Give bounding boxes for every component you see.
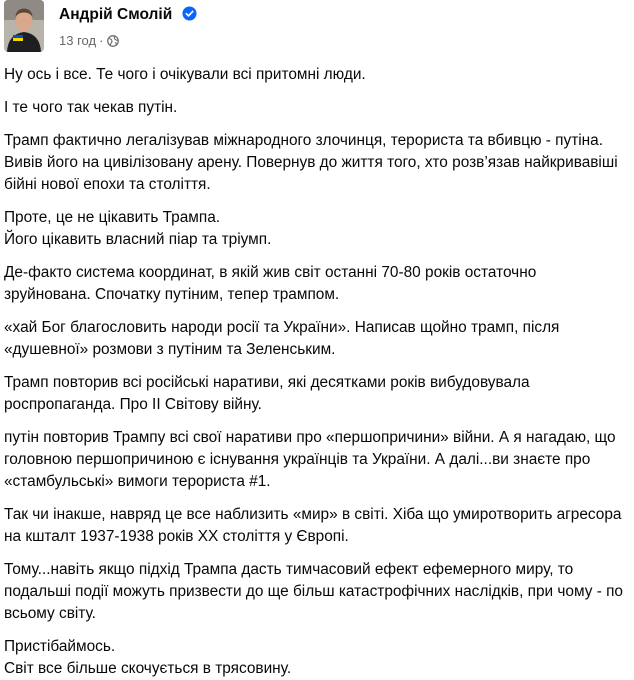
post-paragraph: «хай Бог благословить народи росії та України». Написав щойно трамп, після «душевної» розмови з путіним та Зеленським. [4,319,560,358]
author-name-link[interactable] [59,6,197,26]
author-name[interactable]: Андрій Смолій [59,6,173,23]
post-header [4,0,630,58]
globe-icon[interactable] [107,35,119,50]
post-paragraph: І те чого так чекав путін. [4,99,178,116]
post-paragraph: Трамп повторив всі російські наративи, які десятками років вибудовувала роспропаганда. Про ІІ Світову війну. [4,374,530,413]
post-text [4,64,626,680]
post-paragraph: Ну ось і все. Те чого і очікували всі притомні люди. [4,66,366,83]
post-paragraph: Проте, це не цікавить Трампа. Його цікавить власний піар та тріумп. [4,209,272,248]
post-paragraph: Трамп фактично легалізував міжнародного злочинця, терориста та вбивцю - путіна. Вивів його на цивілізовану арену. Повернув до життя того, хто розв’язав найкривавіші бійні нової епохи та століття. [4,132,618,193]
meta-separator: · [99,33,104,48]
author-avatar[interactable] [4,0,44,52]
post-paragraph: Так чи інакше, навряд це все наблизить «мир» в світі. Хіба що умиротворить агресора на кшталт 1937-1938 років ХХ століття у Європі. [4,506,622,545]
post-timestamp[interactable]: 13 год [59,33,97,48]
post-paragraph: Де-факто система координат, в якій жив світ останні 70-80 років остаточно зруйнована. Спочатку путіним, тепер трампом. [4,264,537,303]
post-paragraph: путін повторив Трампу всі свої наративи про «першопричини» війни. А я нагадаю, що головною першопричиною є існування українців та України. А далі...ви знаєте про «стамбульські» вимоги терориста #1. [4,429,616,490]
post-paragraph: Тому...навіть якщо підхід Трампа дасть тимчасовий ефект ефемерного миру, то подальші події можуть призвести до ще більш катастрофічних наслідків, при чому - по всьому світу. [4,561,623,622]
post-paragraph: Пристібаймось. Світ все більше скочується в трясовину. [4,638,292,677]
post-meta [59,33,119,50]
verified-badge-icon [182,6,197,26]
